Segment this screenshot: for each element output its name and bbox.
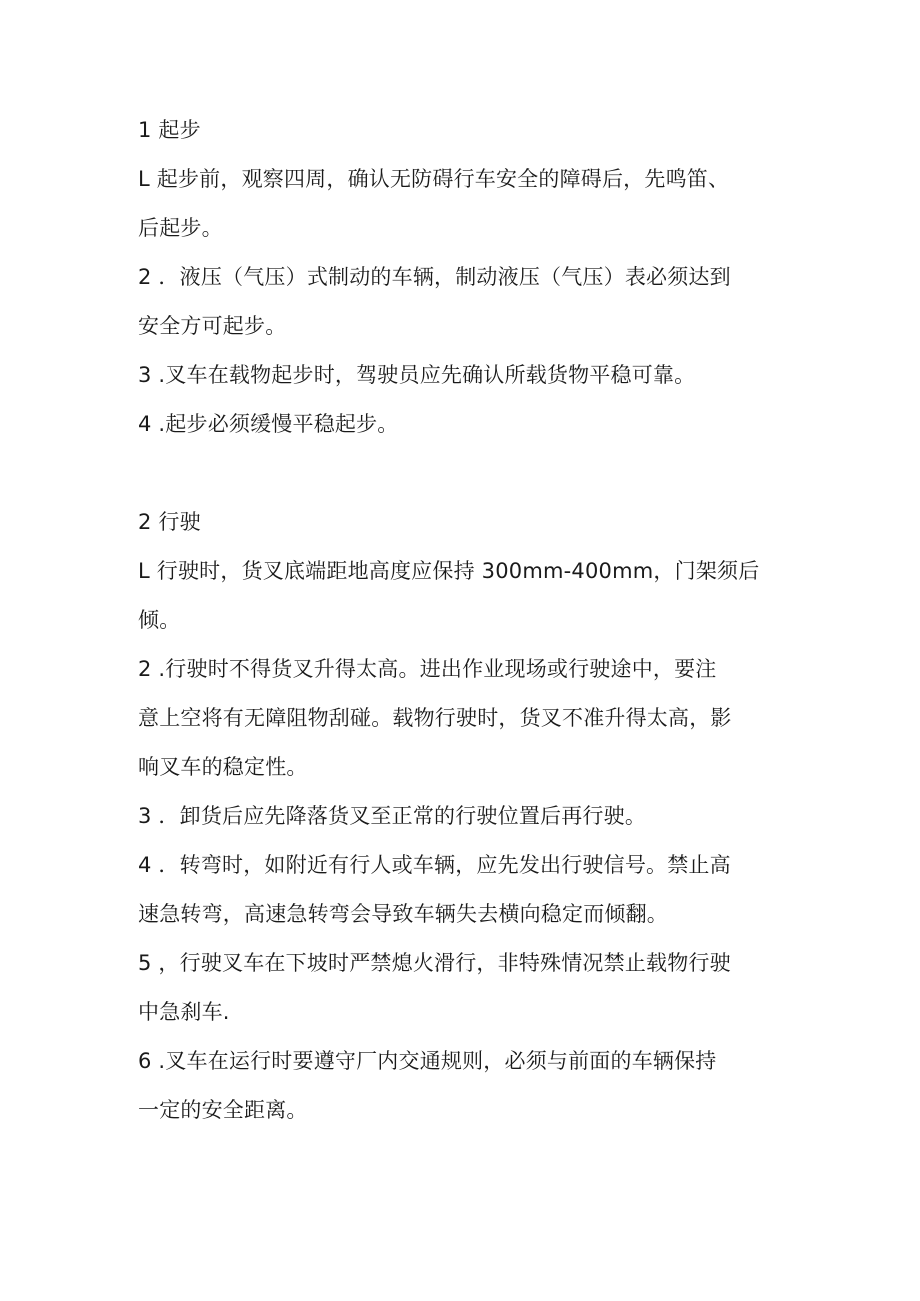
- paragraph-line: 2 .行驶时不得货叉升得太高。进出作业现场或行驶途中，要注: [138, 657, 717, 681]
- paragraph-line: 4 .起步必须缓慢平稳起步。: [138, 412, 399, 436]
- paragraph-line: L 起步前，观察四周，确认无防碍行车安全的障碍后，先鸣笛、: [138, 167, 730, 191]
- paragraph-line: 5 ，行驶叉车在下坡时严禁熄火滑行，非特殊情况禁止载物行驶: [138, 951, 731, 975]
- paragraph-line: 6 .叉车在运行时要遵守厂内交通规则，必须与前面的车辆保持: [138, 1049, 717, 1073]
- section-heading-driving: 2 行驶: [138, 510, 201, 534]
- paragraph-line: 响叉车的稳定性。: [138, 755, 308, 779]
- paragraph-line: 一定的安全距离。: [138, 1098, 308, 1122]
- paragraph-line: L 行驶时，货叉底端距地高度应保持 300mm-400mm，门架须后: [138, 559, 760, 583]
- paragraph-line: 倾。: [138, 608, 181, 632]
- paragraph-line: 后起步。: [138, 216, 223, 240]
- paragraph-line: 3 ．卸货后应先降落货叉至正常的行驶位置后再行驶。: [138, 804, 647, 828]
- section-spacer: [138, 449, 788, 498]
- paragraph-line: 中急刹车.: [138, 1000, 230, 1024]
- document-page: [138, 106, 788, 1135]
- section-heading-start: 1 起步: [138, 118, 201, 142]
- paragraph-line: 4 ．转弯时，如附近有行人或车辆，应先发出行驶信号。禁止高: [138, 853, 731, 877]
- paragraph-line: 2 ．液压（气压）式制动的车辆，制动液压（气压）表必须达到: [138, 265, 731, 289]
- paragraph-line: 速急转弯，高速急转弯会导致车辆失去横向稳定而倾翻。: [138, 902, 668, 926]
- paragraph-line: 安全方可起步。: [138, 314, 287, 338]
- paragraph-line: 意上空将有无障阻物刮碰。载物行驶时，货叉不准升得太高，影: [138, 706, 732, 730]
- paragraph-line: 3 .叉车在载物起步时，驾驶员应先确认所载货物平稳可靠。: [138, 363, 696, 387]
